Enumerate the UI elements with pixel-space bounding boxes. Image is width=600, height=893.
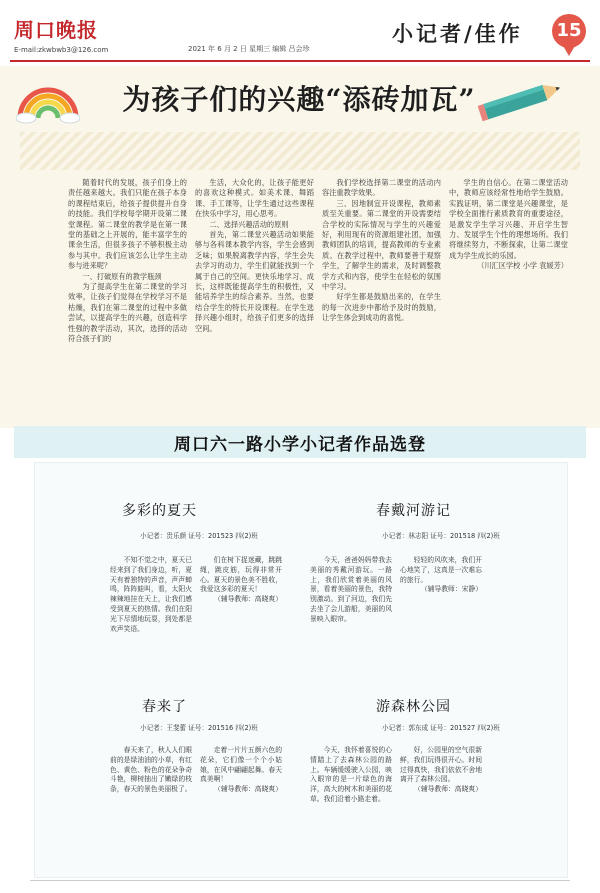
article-column — [400, 556, 482, 625]
feature-columns — [68, 178, 568, 424]
paragraph: 走着一片片五颜六色的花朵，它们像一个个小姑娘，在风中翩翩起舞。春天真美啊！ — [200, 746, 282, 784]
article-title: 游森林公园 — [376, 699, 451, 715]
paragraph: 轻轻的风吹来，我们开心地笑了，这真是一次难忘的旅行。 — [400, 556, 482, 584]
header-rule — [10, 60, 590, 62]
teacher-credit: （辅导教师：高晓爽） — [214, 785, 282, 794]
page-headline: 为孩子们的兴趣“添砖加瓦” — [122, 83, 476, 116]
page-number-pin-tip — [562, 44, 576, 56]
article-title: 多彩的夏天 — [122, 503, 197, 519]
student-works-area — [34, 462, 568, 878]
paragraph: 们在树下捉迷藏，跳跳绳，跳皮筋，玩得非常开心。夏天的景色美不胜收，我爱这多彩的夏天！ — [200, 556, 282, 594]
paragraph: 今天，我怀着喜悦的心情踏上了去森林公园的路上。车辆缓缓驶入公园，映入眼帘的是一片绿色的海洋，高大的树木和美丽的花草。我们沿着小路走着。 — [310, 746, 392, 803]
paragraph: 我们学校选择第二课堂的活动内容注重教学效果。 — [322, 178, 441, 198]
feature-column-2 — [195, 178, 314, 424]
article-column — [400, 746, 482, 805]
article-title-wrap — [142, 696, 187, 716]
article-body — [310, 556, 482, 625]
article-title: 春来了 — [142, 699, 187, 715]
article-column — [110, 556, 192, 634]
paragraph: 学生的自信心。在第二课堂活动中，教师应该经常性地给学生鼓励。实践证明，第二课堂是兴趣课堂，是学校全面推行素质教育的重要途径，是激发学生学习兴趣、开启学生智力、发展学生个性的理想场所。我们将继续努力，不断探索，让第二课堂成为学生成长的乐园。 — [449, 178, 568, 260]
paragraph: 好，公园里的空气很新鲜，我们玩得很开心。时间过得真快，我们依依不舍地离开了森林公园。 — [400, 746, 482, 784]
article-column — [310, 556, 392, 625]
paragraph: 好学生都是鼓励出来的，在学生的每一次进步中都给予及时的鼓励，让学生体会到成功的喜悦。 — [322, 292, 441, 323]
article-meta: 小记者：郭东成 证号：201527 四(2)班 — [382, 724, 500, 732]
paragraph: 春天来了，秋人人们眼前的是绿油油的小草，有红色、黄色、粉色的花朵争奇斗艳，柳树抽出了嫩绿的枝条，春天的景色美丽极了。 — [110, 746, 192, 794]
email-line: E-mail:zkwbwb3@126.com — [14, 46, 109, 54]
sub-section-title: 周口六一路小学小记者作品选登 — [174, 435, 426, 455]
article-title: 春戴河游记 — [376, 503, 451, 519]
paragraph: 生活，大众化的，让孩子能更好的喜欢这种模式。如美术课、舞蹈课、手工课等，让学生通过这些课程在快乐中学习，用心思考。 — [195, 178, 314, 219]
paragraph: 随着时代的发展，孩子们身上的责任越来越大。我们只能在孩子本身的课程结束后，给孩子提供提升自身的技能。我们学校每学期开设第二课堂课程。第二课堂的教学是在第一课堂的基础之上开展的，能丰富学生的课余生活，但很多孩子不够积极主动参与其中。我们应该怎么让学生主动参与进来呢？ — [68, 178, 187, 271]
paragraph: 为了提高学生在第二课堂的学习效率，让孩子们觉得在学校学习不是枯燥，我们在第二课堂的过程中多做尝试，以提高学生的兴趣，创造科学性强的教学活动，其次，选择的活动符合孩子们的 — [68, 282, 187, 344]
article-column — [200, 746, 282, 795]
article-title-wrap — [122, 500, 197, 520]
byline: （川汇区学校 小学 袁媛芳） — [477, 261, 568, 271]
footer-rule — [30, 880, 570, 881]
article-column — [310, 746, 392, 805]
paragraph: 首先，第二课堂兴趣活动如果能够与各科课本教学内容，学生会感到乏味；如果脱离教学内容，学生会失去学习的动力，学生们就能找到一个属于自己的空间。更快乐地学习、成长，这样既能提高学生的积极性，又能培养学生的综合素养。当然，也要结合学生的特长开设课程。在学生选择兴趣小组时，给孩子们更多的选择空间。 — [195, 230, 314, 333]
section-title: 小记者/佳作 — [392, 21, 523, 46]
dateline: 2021 年 6 月 2 日 星期三 编辑 吕会珍 — [188, 45, 310, 53]
page-header — [0, 0, 600, 70]
teacher-credit: （辅导教师：宋静） — [420, 585, 482, 594]
feature-column-4 — [449, 178, 568, 424]
feature-column-1 — [68, 178, 187, 424]
paragraph: 今天，爸爸妈妈带我去美丽的秀戴河游玩。一路上，我们欣赏着美丽的风景，看着美丽的景色，我特别激动。到了河边，我们先去坐了会儿游船，美丽的风景映入眼帘。 — [310, 556, 392, 623]
article-title-wrap — [376, 500, 451, 520]
feature-column-3 — [322, 178, 441, 424]
page-number-badge: 15 — [552, 14, 586, 48]
decorative-stripe — [20, 132, 580, 170]
teacher-credit: （辅导教师：高晓爽） — [214, 595, 282, 604]
article-meta: 小记者：贵乐颜 证号：201523 四(2)班 — [140, 532, 258, 540]
paragraph: 三、因地制宜开设课程，教师素质至关重要。第二课堂的开设需要结合学校的实际情况与学生的兴趣爱好，利用现有的资源组建社团，加强教师团队的培训，提高教师的专业素质。在教学过程中，教师要善于观察学生，了解学生的需求，及时调整教学方式和内容，使学生在轻松的氛围中学习。 — [322, 198, 441, 292]
article-body — [110, 746, 282, 795]
article-meta: 小记者：林志阳 证号：201518 四(2)班 — [382, 532, 500, 540]
article-meta: 小记者：王斐蕾 证号：201516 四(2)班 — [140, 724, 258, 732]
paragraph: 二、选择兴趣活动的原则 — [209, 219, 289, 229]
article-title-wrap — [376, 696, 451, 716]
paragraph: 不知不觉之中，夏天已经来到了我们身边，听，夏天有着独特的声音，声声蝉鸣，阵阵蛙叫，看，太阳火辣辣地挂在天上，让我们感受到夏天的热情。我们在阳光下尽情地玩耍，到处都是欢声笑语。 — [110, 556, 192, 633]
teacher-credit: （辅导教师：高晓爽） — [414, 785, 482, 794]
article-body — [110, 556, 282, 634]
article-column — [200, 556, 282, 634]
newspaper-logo: 周口晚报 — [14, 18, 98, 42]
article-column — [110, 746, 192, 795]
paragraph: 一、打破原有的教学瓶颈 — [82, 271, 162, 281]
rainbow-icon — [16, 70, 80, 124]
article-body — [310, 746, 482, 805]
